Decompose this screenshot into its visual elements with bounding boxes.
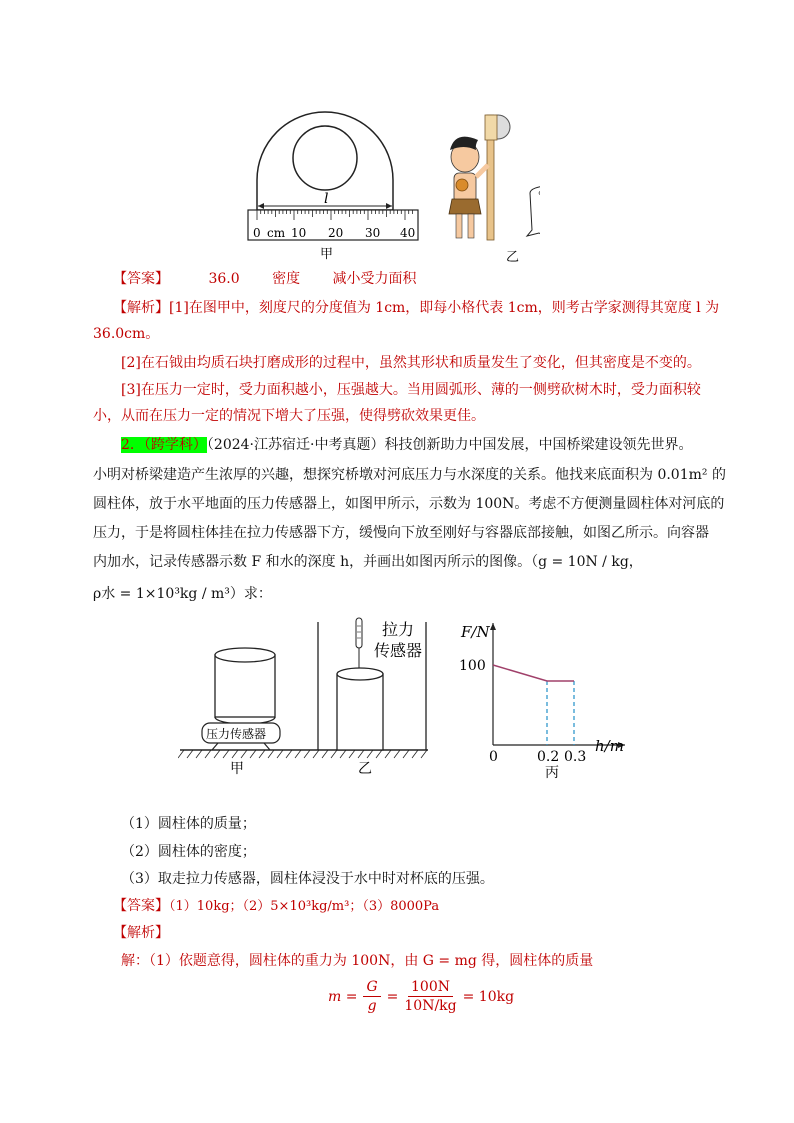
ground-hatch-mark bbox=[250, 750, 256, 758]
q2-number: 2．（跨学科） bbox=[121, 437, 207, 453]
hanging-cylinder bbox=[337, 668, 383, 750]
ground-hatch-mark bbox=[205, 750, 211, 758]
ground-hatch-mark bbox=[376, 750, 382, 758]
formula-equals: = bbox=[386, 988, 399, 1005]
q1-analysis-tag: 【解析】 bbox=[113, 300, 169, 316]
q1-analysis-line2: 36.0cm。 bbox=[93, 326, 160, 342]
formula-fraction-2 bbox=[404, 978, 456, 1015]
q2-sub1: （1）圆柱体的质量； bbox=[121, 816, 256, 832]
ground-hatch-mark bbox=[196, 750, 202, 758]
caveman-illustration bbox=[449, 115, 510, 240]
chart-x-tick-label: 0 bbox=[489, 749, 498, 765]
formula-fraction-1 bbox=[363, 978, 380, 1015]
q1-analysis-line5: 小，从而在压力一定的情况下增大了压强，使得劈砍效果更佳。 bbox=[93, 408, 485, 424]
figure1-caption-left: 甲 bbox=[320, 247, 334, 262]
formula-lhs: m = bbox=[328, 988, 358, 1005]
chart-x-tick-label: 0.3 bbox=[564, 749, 587, 765]
q1-analysis-line3: [2]在石钺由均质石块打磨成形的过程中，虽然其形状和质量发生了变化，但其密度是不变的。 bbox=[121, 355, 701, 371]
chart-y-arrow bbox=[490, 623, 496, 630]
ground-hatch-mark bbox=[187, 750, 193, 758]
q1-analysis-text1: [1]在图甲中，刻度尺的分度值为 1cm，即每小格代表 1cm，则考古学家测得其宽度 l 为 bbox=[169, 300, 720, 316]
cylinder-on-sensor bbox=[215, 648, 275, 724]
pull-sensor-label-2: 传感器 bbox=[374, 641, 423, 660]
q1-answer-tag: 【答案】 bbox=[113, 271, 169, 287]
q1-analysis-line1 bbox=[113, 295, 719, 321]
ruler-label-10: 10 bbox=[291, 226, 307, 240]
ground-hatch-mark bbox=[322, 750, 328, 758]
formula-frac1-numerator: G bbox=[363, 978, 380, 997]
q2-line2: 小明对桥梁建造产生浓厚的兴趣，想探究桥墩对河底压力与水深度的关系。他找来底面积为 0.01m² 的 bbox=[93, 467, 726, 483]
figure-2-apparatus bbox=[178, 610, 438, 780]
q2-answer-text: （1）10kg；（2）5×10³kg/m³；（3）8000Pa bbox=[169, 899, 440, 914]
mass-formula bbox=[328, 978, 514, 1015]
ground-hatch-mark bbox=[331, 750, 337, 758]
q1-answer-line bbox=[113, 266, 417, 292]
q1-answer-3: 减小受力面积 bbox=[332, 271, 417, 287]
chart-y-tick-label: 100 bbox=[459, 658, 486, 674]
ground-hatch-mark bbox=[412, 750, 418, 758]
figure1-caption-right: 乙 bbox=[506, 250, 520, 265]
ground-hatch-mark bbox=[421, 750, 427, 758]
figure-2-chart bbox=[455, 615, 635, 785]
ground-hatch-mark bbox=[214, 750, 220, 758]
ground-hatch-mark bbox=[349, 750, 355, 758]
ground-hatch-mark bbox=[178, 750, 184, 758]
q1-answer-1: 36.0 bbox=[208, 271, 240, 287]
ground-hatch-mark bbox=[367, 750, 373, 758]
figure2-caption-b: 乙 bbox=[358, 761, 372, 777]
ground-hatch-mark bbox=[403, 750, 409, 758]
chart-x-axis-label: h/m bbox=[595, 737, 624, 755]
ground-hatch-mark bbox=[295, 750, 301, 758]
q2-source: （2024·江苏宿迁·中考真题）科技创新助力中国发展，中国桥梁建设领先世界。 bbox=[206, 437, 693, 453]
formula-result: = 10kg bbox=[462, 988, 515, 1005]
q2-sub3: （3）取走拉力传感器，圆柱体浸没于水中时对杯底的压强。 bbox=[121, 871, 494, 887]
formula-frac2-numerator: 100N bbox=[408, 978, 453, 997]
ground-hatch-mark bbox=[304, 750, 310, 758]
ground-hatch-mark bbox=[268, 750, 274, 758]
q2-analysis-tag: 【解析】 bbox=[113, 925, 169, 941]
chart-y-axis-label: F/N bbox=[461, 623, 490, 641]
ground-hatch-mark bbox=[259, 750, 265, 758]
ruler-label-40: 40 bbox=[400, 226, 416, 240]
ground-hatch-mark bbox=[340, 750, 346, 758]
ruler-label-0: 0 bbox=[253, 226, 261, 240]
ground-hatch-mark bbox=[286, 750, 292, 758]
ground-hatch-mark bbox=[232, 750, 238, 758]
ground-hatch-mark bbox=[394, 750, 400, 758]
ground-hatch-mark bbox=[385, 750, 391, 758]
q2-line3: 圆柱体，放于水平地面的压力传感器上，如图甲所示，示数为 100N。考虑不方便测量圆柱体对河底的 bbox=[93, 496, 725, 512]
ruler-label-20: 20 bbox=[328, 226, 344, 240]
ground-hatch-mark bbox=[358, 750, 364, 758]
q2-answer-line bbox=[113, 893, 439, 920]
ground-hatch-mark bbox=[277, 750, 283, 758]
chart-x-tick-label: 0.2 bbox=[537, 749, 560, 765]
stone-axe-hole bbox=[293, 126, 357, 190]
ruler-label-cm: cm bbox=[267, 226, 286, 240]
chart-series-line bbox=[493, 665, 574, 681]
q2-solution-line1: 解：（1）依题意得，圆柱体的重力为 100N，由 G = mg 得，圆柱体的质量 bbox=[121, 953, 594, 969]
q2-line1 bbox=[121, 432, 692, 458]
figure2-caption-c: 丙 bbox=[545, 765, 559, 781]
formula-frac2-denominator: 10N/kg bbox=[404, 998, 457, 1014]
q1-analysis-line4: [3]在压力一定时，受力面积越小，压强越大。当用圆弧形、薄的一侧劈砍树木时，受力面积较 bbox=[121, 382, 701, 398]
q1-answer-2: 密度 bbox=[272, 271, 301, 287]
ground-hatch-mark bbox=[241, 750, 247, 758]
q2-line6: ρ水 = 1×10³kg / m³）求： bbox=[93, 586, 272, 602]
length-symbol: l bbox=[324, 191, 329, 207]
figure-1 bbox=[240, 95, 540, 265]
pressure-sensor-label: 压力传感器 bbox=[206, 727, 267, 741]
pull-sensor bbox=[356, 618, 362, 668]
tree-stump-illustration bbox=[527, 186, 540, 237]
q2-line5: 内加水，记录传感器示数 F 和水的深度 h，并画出如图丙所示的图像。（g = 10N / kg， bbox=[93, 554, 643, 570]
q2-line4: 压力，于是将圆柱体挂在拉力传感器下方，缓慢向下放至刚好与容器底部接触，如图乙所示。向容器 bbox=[93, 525, 709, 541]
ground-hatch-mark bbox=[313, 750, 319, 758]
q2-answer-tag: 【答案】 bbox=[113, 898, 169, 914]
formula-frac1-denominator: g bbox=[367, 998, 377, 1014]
figure2-caption-a: 甲 bbox=[230, 761, 244, 777]
ground-hatch-mark bbox=[223, 750, 229, 758]
ruler-label-30: 30 bbox=[365, 226, 381, 240]
pull-sensor-label-1: 拉力 bbox=[382, 620, 415, 639]
q2-sub2: （2）圆柱体的密度； bbox=[121, 844, 256, 860]
